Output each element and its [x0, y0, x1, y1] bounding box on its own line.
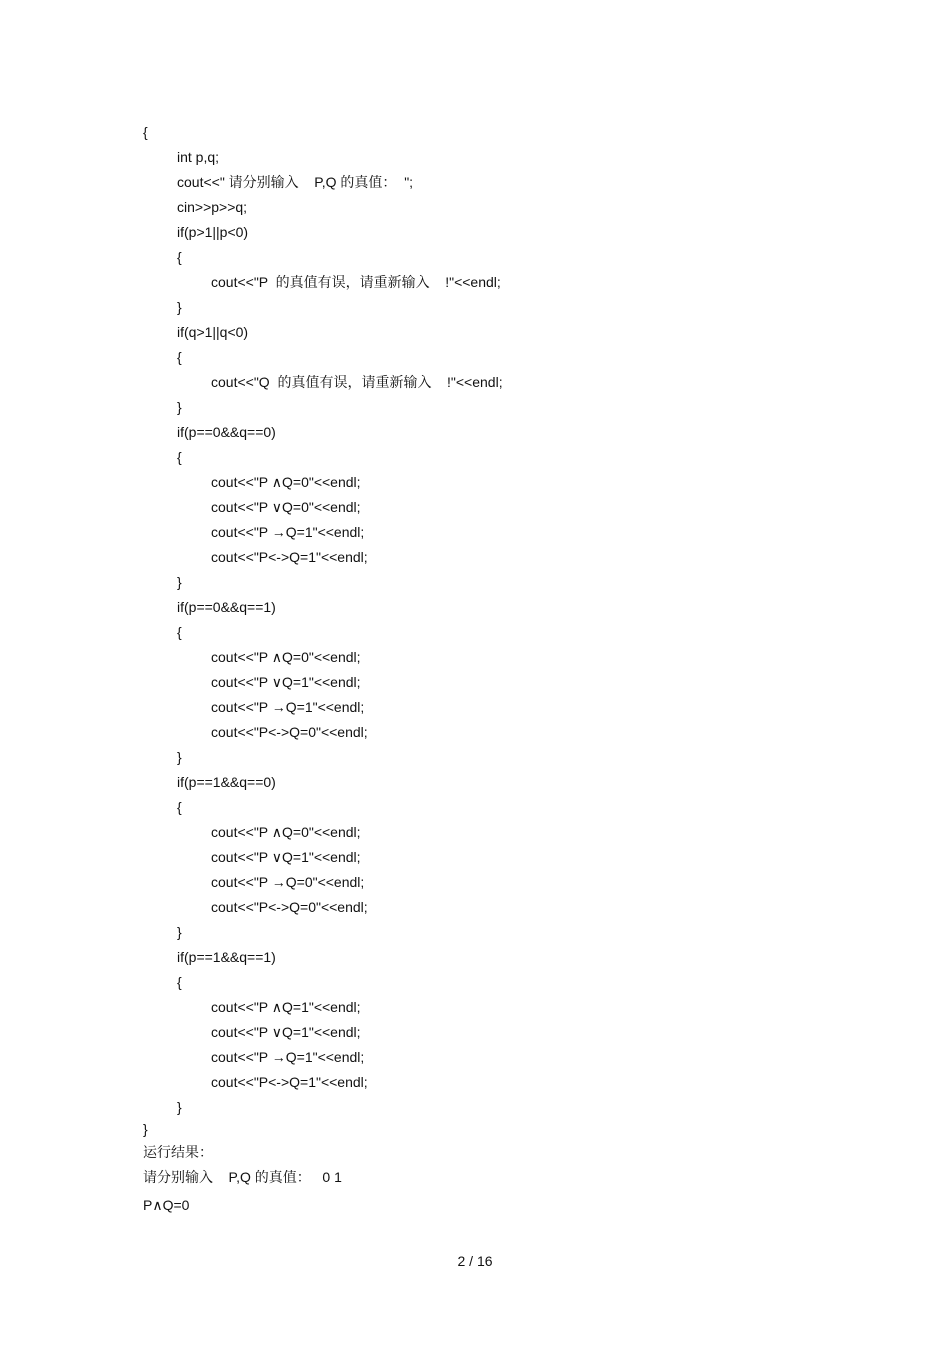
code-line: cout<<"P ∧Q=1"<<endl;: [211, 999, 361, 1015]
page-number: 2 / 16: [457, 1253, 493, 1269]
code-line: cout<<"P<->Q=1"<<endl;: [211, 549, 368, 565]
code-line: {: [177, 249, 182, 265]
code-line: {: [177, 974, 182, 990]
code-line: cout<<"P ∧Q=0"<<endl;: [211, 474, 361, 490]
code-line: }: [177, 399, 182, 415]
code-line: }: [143, 1121, 148, 1137]
code-line: if(p==1&&q==1): [177, 949, 276, 965]
code-line: cout<<"P ∧Q=0"<<endl;: [211, 824, 361, 840]
code-line: }: [177, 574, 182, 590]
code-line: cout<<"P ∨Q=1"<<endl;: [211, 1024, 361, 1040]
code-line: cout<<"P ∨Q=0"<<endl;: [211, 499, 361, 515]
code-line: int p,q;: [177, 149, 220, 165]
code-line: cout<<"P<->Q=0"<<endl;: [211, 724, 368, 740]
code-line: }: [177, 924, 182, 940]
code-line: cin>>p>>q;: [177, 199, 248, 215]
code-line: if(p==0&&q==1): [177, 599, 276, 615]
code-line: cout<<"P →Q=1"<<endl;: [211, 699, 365, 715]
code-line: }: [177, 1099, 182, 1115]
code-line: cout<<"P<->Q=1"<<endl;: [211, 1074, 368, 1090]
result-heading: 运行结果：: [143, 1144, 213, 1160]
result-line: P∧Q=0: [143, 1197, 190, 1213]
result-line: 请分别输入 P,Q 的真值： 0 1: [143, 1169, 342, 1185]
code-line: {: [143, 124, 148, 140]
code-line: cout<<"P 的真值有误，请重新输入 !"<<endl;: [211, 274, 501, 290]
code-line: cout<<" 请分别输入 P,Q 的真值： ";: [177, 174, 414, 190]
code-line: cout<<"P →Q=1"<<endl;: [211, 524, 365, 540]
code-line: if(q>1||q<0): [177, 324, 249, 340]
code-line: cout<<"P ∧Q=0"<<endl;: [211, 649, 361, 665]
code-line: cout<<"P ∨Q=1"<<endl;: [211, 849, 361, 865]
code-line: if(p>1||p<0): [177, 224, 249, 240]
code-line: }: [177, 299, 182, 315]
code-line: }: [177, 749, 182, 765]
code-line: {: [177, 624, 182, 640]
code-line: cout<<"P<->Q=0"<<endl;: [211, 899, 368, 915]
code-line: cout<<"Q 的真值有误，请重新输入 !"<<endl;: [211, 374, 503, 390]
code-line: {: [177, 799, 182, 815]
code-line: {: [177, 449, 182, 465]
code-line: cout<<"P →Q=1"<<endl;: [211, 1049, 365, 1065]
code-line: cout<<"P →Q=0"<<endl;: [211, 874, 365, 890]
code-line: {: [177, 349, 182, 365]
code-line: cout<<"P ∨Q=1"<<endl;: [211, 674, 361, 690]
code-line: if(p==0&&q==0): [177, 424, 276, 440]
code-line: if(p==1&&q==0): [177, 774, 276, 790]
